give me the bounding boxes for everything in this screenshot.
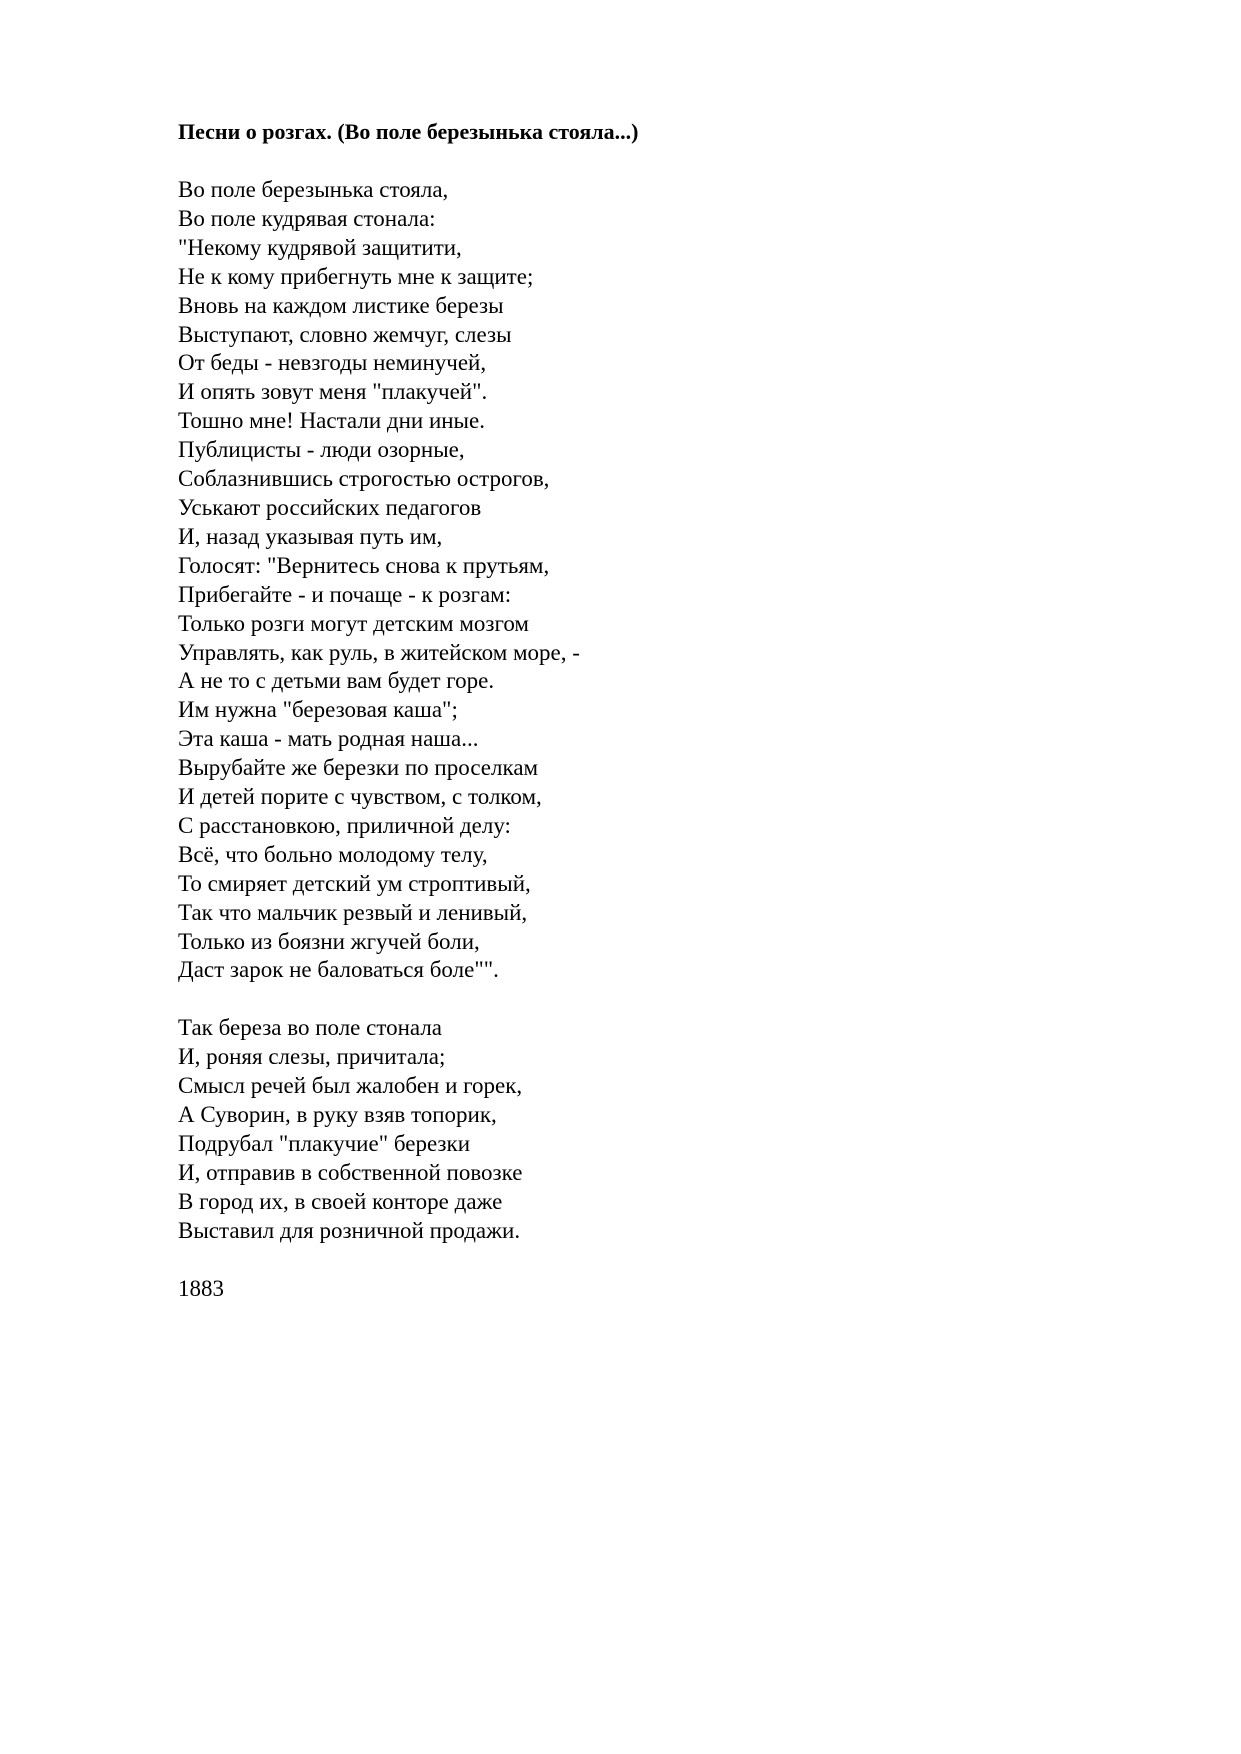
poem-line: Им нужна "березовая каша"; — [178, 697, 458, 723]
poem-line: И детей порите с чувством, с толком, — [178, 784, 542, 810]
poem-line: И, назад указывая путь им, — [178, 523, 443, 549]
poem-line: Всё, что больно молодому телу, — [178, 841, 488, 867]
poem-line: Во поле кудрявая стонала: — [178, 205, 436, 231]
poem-line: Смысл речей был жалобен и горек, — [178, 1073, 523, 1099]
poem-line: И, отправив в собственной повозке — [178, 1159, 523, 1185]
poem-line: Прибегайте - и почаще - к розгам: — [178, 581, 512, 607]
poem-line: Голосят: "Вернитесь снова к прутьям, — [178, 552, 550, 578]
poem-line: Публицисты - люди озорные, — [178, 437, 465, 463]
poem-line: Не к кому прибегнуть мне к защите; — [178, 263, 534, 289]
poem-line: Так береза во поле стонала — [178, 1015, 443, 1041]
poem-line: Соблазнившись строгостью острогов, — [178, 466, 550, 492]
poem-year: 1883 — [178, 1275, 224, 1301]
stanza-2 — [178, 1014, 1138, 1245]
poem-line: То смиряет детский ум строптивый, — [178, 870, 531, 896]
poem-line: Выставил для розничной продажи. — [178, 1217, 521, 1243]
poem-line: И, роняя слезы, причитала; — [178, 1044, 446, 1070]
poem-line: От беды - невзгоды неминучей, — [178, 350, 487, 376]
poem-line: А не то с детьми вам будет горе. — [178, 668, 495, 694]
stanza-1 — [178, 176, 1138, 985]
poem-line: Выступают, словно жемчуг, слезы — [178, 321, 512, 347]
poem-line: Так что мальчик резвый и ленивый, — [178, 899, 528, 925]
poem-line: Во поле березынька стояла, — [178, 177, 449, 202]
poem-line: А Суворин, в руку взяв топорик, — [178, 1102, 497, 1128]
poem-line: Только из боязни жгучей боли, — [178, 928, 480, 954]
poem-line: Уськают российских педагогов — [178, 494, 482, 520]
poem-line: Вырубайте же березки по проселкам — [178, 755, 539, 781]
poem-line: Эта каша - мать родная наша... — [178, 726, 479, 752]
document-page — [178, 118, 1138, 1304]
poem-line: И опять зовут меня "плакучей". — [178, 379, 488, 405]
poem-line: Только розги могут детским мозгом — [178, 610, 529, 636]
poem-line: Вновь на каждом листике березы — [178, 292, 504, 318]
poem-line: Управлять, как руль, в житейском море, - — [178, 639, 580, 665]
poem-line: Тошно мне! Настали дни иные. — [178, 408, 485, 434]
poem-line: В город их, в своей конторе даже — [178, 1188, 503, 1214]
poem-line: С расстановкою, приличной делу: — [178, 812, 511, 838]
poem-line: Подрубал "плакучие" березки — [178, 1131, 471, 1156]
poem-title: Песни о розгах. (Во поле березынька стояла...) — [178, 119, 639, 144]
poem-line: "Некому кудрявой защитити, — [178, 234, 462, 260]
poem-line: Даст зарок не баловаться боле"". — [178, 957, 499, 983]
